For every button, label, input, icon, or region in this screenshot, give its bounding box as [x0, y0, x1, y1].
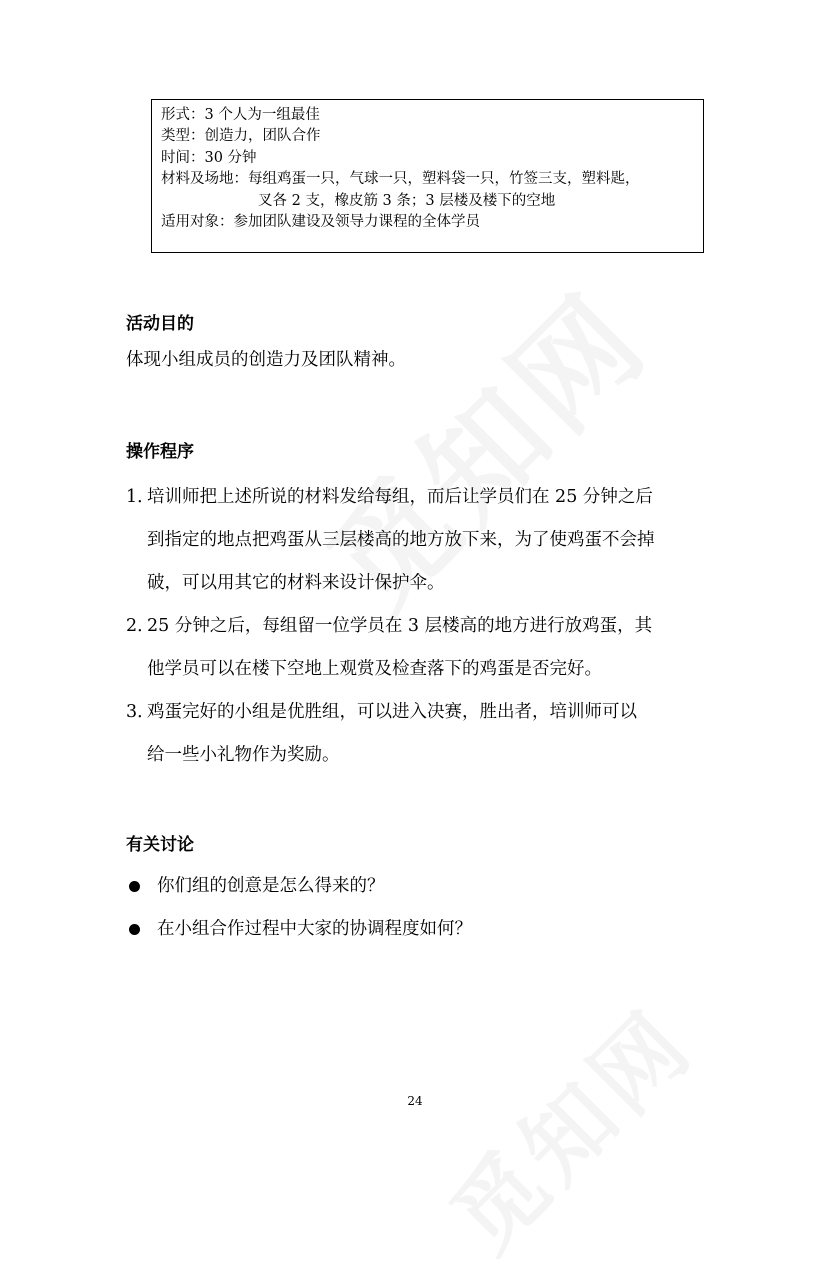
info-materials: 材料及场地：每组鸡蛋一只，气球一只，塑料袋一只，竹签三支，塑料匙，	[161, 171, 640, 188]
goal-heading: 活动目的	[126, 314, 194, 334]
info-type: 类型：创造力，团队合作	[161, 128, 321, 145]
procedure-item-line: 鸡蛋完好的小组是优胜组，可以进入决赛，胜出者，培训师可以	[147, 702, 637, 722]
procedure-item	[126, 691, 711, 777]
info-audience: 适用对象：参加团队建设及领导力课程的全体学员	[161, 214, 480, 231]
watermark	[417, 975, 717, 1275]
procedure-item-number: 2．	[126, 616, 155, 636]
info-format: 形式：3 个人为一组最佳	[161, 107, 320, 123]
discussion-item	[126, 908, 472, 951]
goal-text: 体现小组成员的创造力及团队精神。	[126, 350, 406, 370]
procedure-item	[126, 605, 711, 691]
procedure-item-line: 他学员可以在楼下空地上观赏及检查落下的鸡蛋是否完好。	[147, 659, 602, 679]
discussion-item-text: 在小组合作过程中大家的协调程度如何？	[157, 919, 472, 939]
info-materials-continued: 叉各 2 支，橡皮筋 3 条；3 层楼及楼下的空地	[258, 192, 556, 209]
procedure-heading: 操作程序	[126, 442, 194, 462]
discussion-list	[126, 865, 472, 951]
procedure-item-line: 培训师把上述所说的材料发给每组，而后让学员们在 25 分钟之后	[147, 487, 653, 507]
procedure-item-number: 3．	[126, 702, 155, 722]
discussion-heading: 有关讨论	[126, 835, 194, 855]
info-time: 时间：30 分钟	[161, 149, 257, 166]
discussion-item	[126, 865, 472, 908]
discussion-item-text: 你们组的创意是怎么得来的？	[157, 876, 385, 896]
bullet-icon	[129, 924, 140, 935]
page-number: 24	[407, 1094, 423, 1108]
procedure-item-line: 破，可以用其它的材料来设计保护伞。	[147, 573, 445, 593]
activity-info-box	[151, 99, 704, 253]
procedure-list	[126, 476, 711, 777]
procedure-item-line: 给一些小礼物作为奖励。	[147, 745, 340, 765]
procedure-item-line: 到指定的地点把鸡蛋从三层楼高的地方放下来，为了使鸡蛋不会掉	[147, 530, 655, 550]
procedure-item-line: 25 分钟之后，每组留一位学员在 3 层楼高的地方进行放鸡蛋，其	[147, 616, 653, 636]
procedure-item	[126, 476, 711, 605]
procedure-item-number: 1．	[126, 487, 155, 507]
bullet-icon	[129, 881, 140, 892]
